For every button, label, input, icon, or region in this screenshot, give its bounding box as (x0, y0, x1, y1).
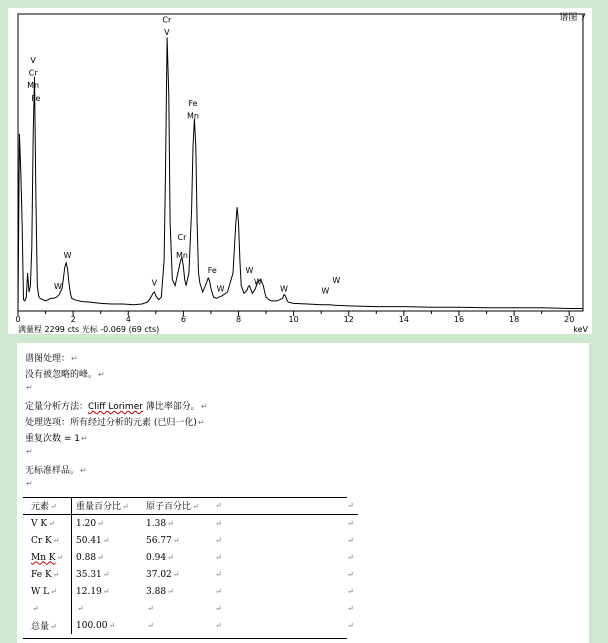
table-cell (142, 549, 210, 566)
table-bottom-border (23, 638, 347, 639)
table-cell (72, 583, 143, 600)
chart-footer: 满量程 2299 cts 光标 -0.069 (69 cts) (18, 325, 160, 334)
table-cell (142, 532, 210, 549)
x-tick-label: 10 (288, 315, 299, 324)
table-row (23, 515, 358, 533)
paragraph-mark-icon: ↵ (77, 603, 84, 613)
paragraph-mark-icon: ↵ (347, 500, 354, 510)
table-cell (142, 566, 210, 583)
peak-label: Mn (175, 250, 188, 260)
report-line-text: 无标准样品。 (25, 466, 80, 476)
paragraph-mark-icon: ↵ (108, 620, 116, 630)
table-cell-text: 1.38 (146, 518, 167, 529)
table-cell (72, 549, 143, 566)
paragraph-mark-icon: ↵ (215, 500, 222, 510)
table-cell-text: 35.31 (76, 569, 102, 580)
table-cell (342, 617, 358, 634)
paragraph-mark-icon: ↵ (26, 383, 33, 392)
report-line (25, 383, 33, 393)
report-line (25, 447, 33, 457)
table-cell-text: V K (31, 518, 48, 529)
peak-label: Cr (177, 233, 187, 243)
x-tick-label: 0 (15, 315, 21, 324)
x-tick-label: 8 (235, 315, 242, 324)
paragraph-mark-icon: ↵ (200, 402, 208, 411)
table-row (23, 549, 358, 566)
peak-label: W (63, 250, 72, 260)
peak-label: W (332, 276, 341, 286)
report-line (25, 399, 208, 412)
paragraph-mark-icon: ↵ (97, 518, 104, 528)
paragraph-mark-icon: ↵ (192, 502, 199, 511)
report-line-text: 重复次数 = 1 (25, 434, 80, 444)
table-cell-text: 100.00 (76, 620, 108, 631)
paragraph-mark-icon: ↵ (167, 518, 174, 528)
table-cell (23, 497, 72, 515)
table-cell-text: 12.19 (76, 586, 102, 597)
table-header-row (23, 497, 358, 515)
table-cell (142, 583, 210, 600)
paragraph-mark-icon: ↵ (26, 479, 33, 488)
x-tick-label: 12 (343, 315, 354, 324)
paragraph-mark-icon: ↵ (48, 518, 55, 528)
report-line (25, 431, 88, 444)
table-cell (23, 583, 72, 600)
table-cell-text: 1.20 (76, 518, 97, 529)
report-line-text: 定量分析方法： (25, 402, 89, 412)
paragraph-mark-icon: ↵ (71, 354, 78, 363)
table-row (23, 617, 358, 634)
table-cell-text: Mn K (31, 552, 56, 563)
x-tick-label: 6 (180, 315, 186, 324)
table-cell (210, 600, 342, 617)
table-cell (210, 515, 342, 533)
peak-label: Fe (207, 266, 217, 276)
report-line-text: 薄比率部分。 (142, 402, 200, 412)
peak-label: Cr (162, 15, 172, 25)
table-cell (342, 532, 358, 549)
paragraph-mark-icon: ↵ (347, 518, 354, 528)
x-tick-label: 14 (398, 315, 409, 324)
paragraph-mark-icon: ↵ (52, 535, 60, 545)
table-cell-text: 0.94 (146, 552, 167, 563)
paragraph-mark-icon: ↵ (347, 603, 354, 613)
paragraph-mark-icon: ↵ (167, 586, 174, 596)
spectrum-panel (8, 8, 592, 334)
peak-label: V (151, 278, 158, 288)
table-cell (72, 532, 143, 549)
table-cell-text: 原子百分比 (146, 502, 192, 512)
spectrum-chart (8, 8, 592, 334)
table-cell-text: Cr K (31, 535, 52, 546)
peak-label: Fe (188, 98, 198, 108)
paragraph-mark-icon: ↵ (347, 569, 354, 579)
table-cell (210, 617, 342, 634)
report-line-text: 没有被忽略的峰。 (25, 370, 98, 380)
x-tick-label: 2 (70, 315, 76, 324)
table-cell (210, 549, 342, 566)
table-cell-text: 0.88 (76, 552, 97, 563)
paragraph-mark-icon: ↵ (81, 434, 88, 443)
table-row (23, 600, 358, 617)
table-cell (23, 532, 72, 549)
composition-table (23, 497, 358, 634)
table-cell (210, 583, 342, 600)
table-cell (23, 549, 72, 566)
chart-title: 谱图 7 (559, 13, 586, 23)
table-cell-text: 3.88 (146, 586, 167, 597)
paragraph-mark-icon: ↵ (167, 552, 174, 562)
table-cell-text: W L (31, 586, 50, 597)
plot-frame (18, 14, 583, 311)
paragraph-mark-icon: ↵ (147, 603, 154, 613)
table-cell-text: 50.41 (76, 535, 102, 546)
table-cell (210, 532, 342, 549)
table-row (23, 532, 358, 549)
report-line-text: 处理选项：所有经过分析的元素 (已归一化) (25, 418, 197, 428)
x-tick-label: 20 (564, 315, 575, 324)
table-cell (142, 515, 210, 533)
x-axis-label: keV (573, 325, 588, 334)
paragraph-mark-icon: ↵ (102, 569, 110, 579)
paragraph-mark-icon: ↵ (50, 622, 57, 631)
report-line (25, 479, 33, 489)
paragraph-mark-icon: ↵ (56, 552, 64, 562)
report-line (25, 351, 78, 364)
table-cell-text: 37.02 (146, 569, 172, 580)
table-cell (72, 515, 143, 533)
paragraph-mark-icon: ↵ (347, 535, 354, 545)
report-panel (17, 343, 589, 643)
paragraph-mark-icon: ↵ (26, 447, 33, 456)
x-tick-label: 4 (125, 315, 131, 324)
peak-label: Fe (31, 93, 41, 103)
table-cell-text: 56.77 (146, 535, 172, 546)
table-cell-text: Fe K (31, 569, 52, 580)
paragraph-mark-icon: ↵ (215, 518, 222, 528)
paragraph-mark-icon: ↵ (347, 552, 354, 562)
table-cell (210, 497, 342, 515)
paragraph-mark-icon: ↵ (197, 418, 205, 427)
peak-label: W (54, 281, 62, 291)
table-cell (342, 583, 358, 600)
table-cell (23, 566, 72, 583)
paragraph-mark-icon: ↵ (50, 502, 57, 511)
peak-label: Mn (27, 81, 40, 91)
paragraph-mark-icon: ↵ (102, 586, 110, 596)
paragraph-mark-icon: ↵ (98, 370, 105, 379)
table-cell (342, 497, 358, 515)
table-cell-text: 元素 (31, 502, 50, 512)
table-cell (23, 600, 72, 617)
table-cell (142, 497, 210, 515)
x-tick-label: 16 (453, 315, 465, 324)
report-line (25, 463, 87, 476)
paragraph-mark-icon: ↵ (97, 552, 104, 562)
table-row (23, 583, 358, 600)
table-cell-text: 总量 (31, 622, 50, 632)
paragraph-mark-icon: ↵ (32, 603, 39, 613)
table-cell (342, 566, 358, 583)
table-cell (23, 617, 72, 634)
table-cell (210, 566, 342, 583)
paragraph-mark-icon: ↵ (52, 569, 60, 579)
peak-label: W (321, 286, 330, 296)
paragraph-mark-icon: ↵ (215, 569, 222, 579)
paragraph-mark-icon: ↵ (215, 586, 222, 596)
report-line (25, 415, 205, 428)
spectrum-line (18, 38, 583, 311)
peak-label: Cr (28, 68, 38, 78)
report-line-term: Cliff Lorimer (88, 402, 143, 412)
table-cell (23, 515, 72, 533)
table-cell (72, 497, 143, 515)
peak-label: W (216, 284, 225, 294)
table-cell (142, 617, 210, 634)
paragraph-mark-icon: ↵ (102, 535, 110, 545)
peak-label: V (30, 55, 36, 65)
paragraph-mark-icon: ↵ (215, 552, 222, 562)
report-line-text: 谱图处理： (25, 354, 71, 364)
peak-label: V (164, 28, 170, 38)
paragraph-mark-icon: ↵ (172, 535, 180, 545)
paragraph-mark-icon: ↵ (215, 535, 222, 545)
paragraph-mark-icon: ↵ (215, 603, 222, 613)
table-cell (72, 617, 143, 634)
table-cell (72, 566, 143, 583)
table-cell (342, 515, 358, 533)
paragraph-mark-icon: ↵ (215, 620, 222, 630)
peak-label: W (245, 266, 254, 276)
paragraph-mark-icon: ↵ (50, 586, 57, 596)
table-cell (342, 549, 358, 566)
table-row (23, 566, 358, 583)
table-cell (142, 600, 210, 617)
table-cell-text: 重量百分比 (76, 502, 122, 512)
paragraph-mark-icon: ↵ (347, 586, 354, 596)
paragraph-mark-icon: ↵ (172, 569, 180, 579)
peak-label: Mn (187, 111, 200, 121)
table-cell (342, 600, 358, 617)
peak-label: W (253, 277, 262, 287)
x-tick-label: 18 (509, 315, 520, 324)
paragraph-mark-icon: ↵ (347, 620, 354, 630)
table-cell (72, 600, 143, 617)
peak-label: W (280, 284, 288, 294)
paragraph-mark-icon: ↵ (122, 502, 129, 511)
paragraph-mark-icon: ↵ (80, 466, 87, 475)
paragraph-mark-icon: ↵ (147, 620, 154, 630)
report-line (25, 367, 105, 380)
